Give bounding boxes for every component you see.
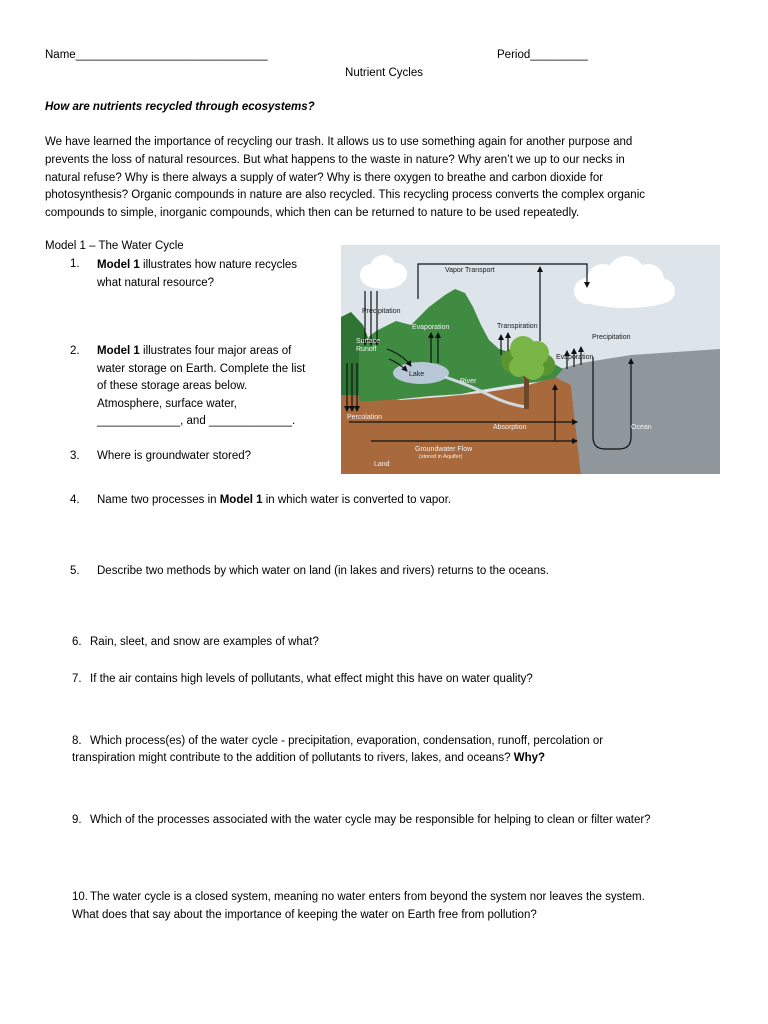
question-line bbox=[72, 750, 545, 768]
label-ocean: Ocean bbox=[631, 424, 652, 431]
question-number: 5. bbox=[70, 565, 80, 577]
model-heading: Model 1 – The Water Cycle bbox=[45, 240, 184, 252]
paragraph-line: compounds to simple, inorganic compounds, which then can be returned to nature to be used repeatedly. bbox=[45, 207, 580, 219]
question-number: 2. bbox=[70, 345, 80, 357]
question-number: 4. bbox=[70, 494, 80, 506]
bold-model-reference: Model 1 bbox=[97, 345, 140, 357]
question-number: 8. bbox=[72, 735, 82, 747]
question-number: 9. bbox=[72, 814, 82, 826]
question-line: Atmosphere, surface water, bbox=[97, 397, 237, 410]
question-line: illustrates four major areas of bbox=[139, 345, 292, 357]
question-line: Which process(es) of the water cycle - precipitation, evaporation, condensation, runoff, percolation or bbox=[90, 735, 604, 747]
question-line: what natural resource? bbox=[97, 277, 214, 289]
question-text-part: Name two processes in bbox=[97, 494, 220, 506]
question-number: 10. bbox=[72, 891, 88, 903]
question-line: The water cycle is a closed system, meaning no water enters from beyond the system nor leaves the system. bbox=[90, 891, 645, 903]
bold-model-reference: Model 1 bbox=[97, 259, 140, 271]
question-number: 6. bbox=[72, 636, 82, 648]
question-line: illustrates how nature recycles bbox=[139, 259, 298, 271]
label-groundwater-flow: Groundwater Flow bbox=[415, 446, 473, 453]
question-line: water storage on Earth. Complete the list bbox=[97, 362, 306, 375]
question-text bbox=[97, 492, 451, 510]
question-number: 1. bbox=[70, 258, 80, 270]
question-number: 3. bbox=[70, 450, 80, 462]
fill-in-blank-line: _____________, and _____________. bbox=[97, 415, 296, 427]
bold-model-reference: Model 1 bbox=[219, 494, 263, 506]
question-number: 7. bbox=[72, 673, 82, 685]
question-line: of these storage areas below. bbox=[97, 380, 248, 392]
label-absorption: Absorption bbox=[493, 424, 527, 431]
label-evaporation-left: Evaporation bbox=[412, 324, 450, 331]
label-vapor-transport: Vapor Transport bbox=[445, 267, 495, 274]
question-text: Describe two methods by which water on land (in lakes and rivers) returns to the oceans. bbox=[97, 565, 549, 577]
question-text bbox=[97, 256, 297, 292]
paragraph-line: We have learned the importance of recycling our trash. It allows us to use something again for another purpose and bbox=[45, 136, 633, 148]
label-precipitation-left: Precipitation bbox=[362, 308, 401, 315]
label-surface-runoff-line2: Runoff bbox=[356, 346, 377, 353]
question-text: If the air contains high levels of pollutants, what effect might this have on water quality? bbox=[90, 673, 533, 685]
question-text: Rain, sleet, and snow are examples of what? bbox=[90, 636, 319, 648]
label-evaporation-right: Evaporation bbox=[556, 354, 594, 361]
name-field-label: Name______________________________ bbox=[45, 49, 268, 61]
question-text-part: in which water is converted to vapor. bbox=[262, 494, 452, 506]
label-lake: Lake bbox=[409, 371, 425, 378]
paragraph-line: photosynthesis? Organic compounds in nature are also recycled. This recycling process converts the complex organic bbox=[45, 189, 646, 202]
label-land: Land bbox=[374, 461, 390, 468]
label-aquifer-note: (stored in Aquifer) bbox=[419, 454, 463, 460]
water-cycle-diagram bbox=[341, 245, 720, 474]
period-field-label: Period_________ bbox=[497, 49, 588, 61]
question-text: Where is groundwater stored? bbox=[97, 450, 252, 462]
page-title: Nutrient Cycles bbox=[345, 67, 423, 79]
label-percolation: Percolation bbox=[347, 414, 383, 421]
paragraph-line: prevents the loss of natural resources. But what happens to the waste in nature? Why aren’t we up to our necks in bbox=[45, 153, 625, 166]
guiding-question: How are nutrients recycled through ecosystems? bbox=[45, 101, 315, 113]
question-text-part: transpiration might contribute to the addition of pollutants to rivers, lakes, and oceans? bbox=[72, 752, 514, 764]
question-text: Which of the processes associated with the water cycle may be responsible for helping to clean or filter water? bbox=[90, 814, 651, 826]
label-river: River bbox=[460, 378, 477, 385]
question-line: What does that say about the importance of keeping the water on Earth free from pollution? bbox=[72, 909, 537, 921]
label-surface-runoff-line1: Surface bbox=[356, 338, 381, 345]
question-text bbox=[97, 343, 305, 431]
intro-paragraph bbox=[45, 134, 645, 223]
label-precipitation-right: Precipitation bbox=[592, 334, 631, 341]
label-transpiration: Transpiration bbox=[497, 323, 538, 330]
bold-why: Why? bbox=[513, 752, 546, 764]
paragraph-line: natural refuse? Why is there always a supply of water? Why is there oxygen to breathe and carbon dioxide for bbox=[45, 171, 604, 184]
